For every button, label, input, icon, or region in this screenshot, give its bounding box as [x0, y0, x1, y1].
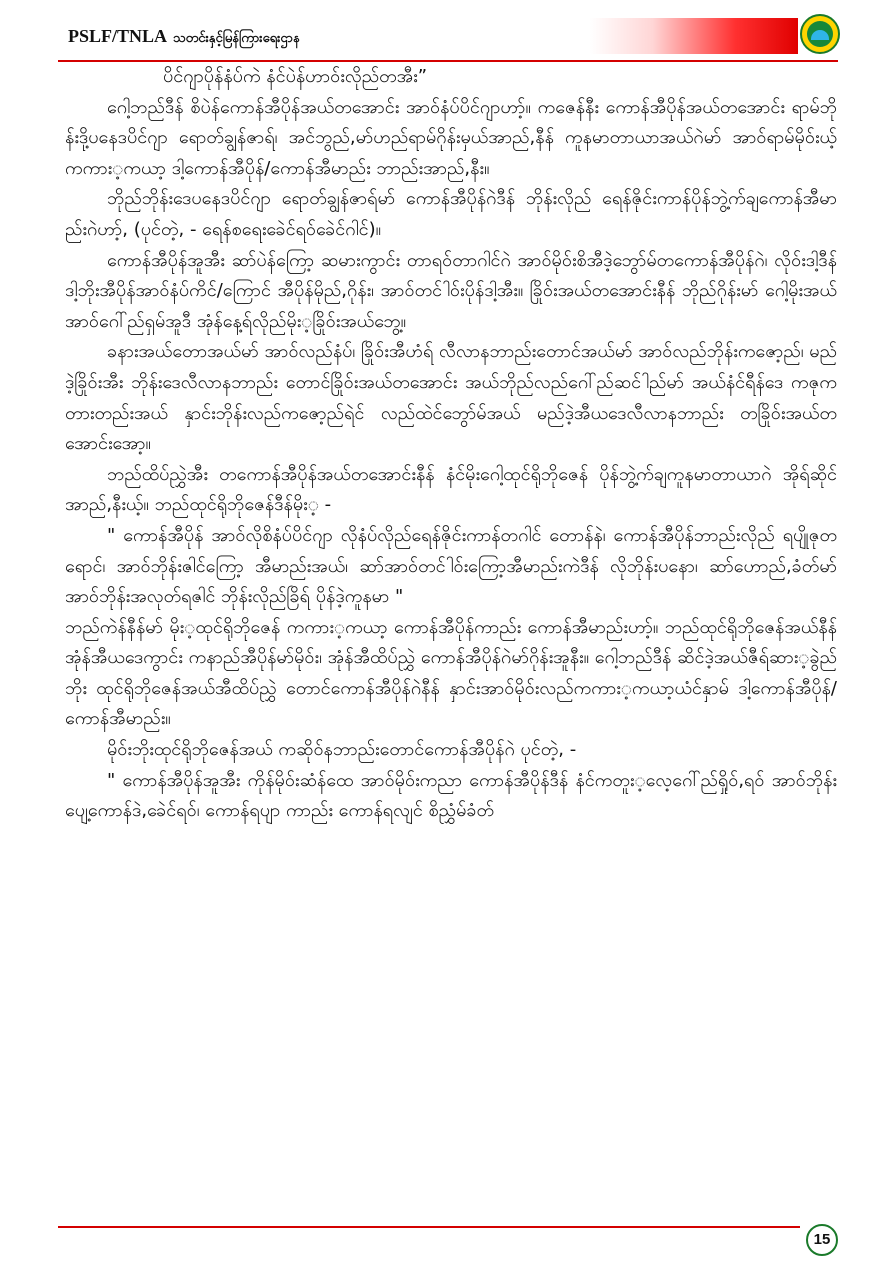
- paragraph: ဘိုည်ဘိုန်းဒေပနေဒပိင်ဂျာ ရောတ်ချွန်ဇာရ်မာ် ကောန်အီပိုန်ဂဲဒီန် ဘိုန်းလိုည် ရေန်ဇိုင်းကာန်ပိုန်ဘွဲ့က်ချကောန်အီမာည်းဂဲဟာ့်, (ပုင်တဲ့, - ရေန်စရေးခေဲင်ရဝ်ခေဲင်ဂါင်)။: [65, 188, 837, 240]
- header-department: သတင်းနှင့်မြန်ကြားရေးဌာန: [173, 31, 300, 46]
- page-number: 15: [806, 1224, 838, 1256]
- pslf-emblem-icon: [800, 14, 840, 54]
- paragraph: ဘည်ကဲန်နီန်မာ် မိုး့ထုင်ရိုဘိုဇေန် ကကား့ကယာ့ ကောန်အီပိုန်ကာည်း ကောန်အီမာည်းဟာ့်။ ဘည်ထုင်ရိုဘိုဇေန်အယ်နီန် အုံန်အီယဒေကွာင်း ကနာည်အီပိုန်မာ်မိုဝ်း၊ အုံန်အီထိပ်ညွှဲ ကောန်အီပိုန်ဂဲမာ်ဂိုန်းအူနီး။ ဂေါ့ဘည်ဒီန် ဆိင်ဒဲ့အယ်ဇီရ်ဆား့ခွဲည်ဘိုး ထုင်ရိုဘိုဇေန်အယ်အီထိပ်ညွှဲ တောင်ကောန်အီပိုန်ဂဲနီန် နှာင်းအာဝ်မိုဝ်းလည်ကကား့ကယာ့ယံင်နှာမ် ဒါ့ကောန်အီပိုန်/ကောန်အီမာည်း။: [65, 616, 837, 730]
- footer-divider: [58, 1226, 800, 1228]
- quote-paragraph: " ကောန်အီပိုန်အူအီး ကိုန်မိုဝ်းဆံန်ထေ အာဝ်မိုဝ်းကညာ ကောန်အီပိုန်ဒီန် နံင်ကတူး့လေ့ဂေါ်ည်ရှိုဝ်,ရဝ် အာဝ်ဘိုန်းပျေ့ကောန်ဒဲ,ခေဲင်ရဝ်၊ ကောန်ရပျာ ကာည်း ကောန်ရလျင် စိညွှံမ်ခံတ်: [65, 769, 837, 822]
- quote-paragraph: " ကောန်အီပိုန် အာဝ်လိုစိနံပ်ပိင်ဂျာ လိုနံပ်လိုည်ရေန်ဇိုင်းကာန်တဂါင် တောန်နဲ၊ ကောန်အီပိုန်ဘာည်းလိုည် ရပျိုဇုတရောင်၊ အာဝ်ဘိုန်းဇါင်ကြော့ အီမာည်းအယ်၊ ဆာ်အာဝ်တင်ါဝ်းကြော့အီမာည်းကဲဒီန် လိုဘိုန်းပနော၊ ဆာ်ဟောည်,ခံတ်မာ် အာဝ်ဘိုန်းအလုတ်ရဇါင် ဘိုန်းလိုည်ခြိရ် ပိုန်ဒဲ့ကူနမာ ": [65, 524, 837, 608]
- paragraph: ဘည်ထိပ်ညွှဲအီး တကောန်အီပိုန်အယ်တအောင်းနီန် နံင်မိုးဂေါ့ထုင်ရိုဘိုဇေန် ပိုန်ဘွဲ့က်ချကူနမာတာယာဂဲ အိုရ်ဆိုင်အာည်,နီးယ့်။ ဘည်ထုင်ရိုဘိုဇေန်ဒီန်မိုး့ -: [65, 463, 837, 516]
- paragraph: ခနားအယ်တောအယ်မာ် အာဝ်လည်နံပ်၊ ခြိုဝ်းအီဟံရ် လီလာနဘာည်းတောင်အယ်မာ် အာဝ်လည်ဘိုန်းကဇော့ည်၊ မည်ဒဲ့ခြိုဝ်းအီး ဘိုန်းဒေလီလာနဘာည်း တောင်ခြိုဝ်းအယ်တအောင်း အယ်ဘိုည်လည်ဂေါ်ည်ဆင်ါည်မာ် အယ်နံင်ရီန်ဒေ ကဇုကတားတည်းအယ် နှာင်းဘိုန်းလည်ကဇော့ည်ရဲင် လည်ထဲင်ဘွော်မ်အယ် မည်ဒဲ့အီယဒေလီလာနဘာည်း တခြိုဝ်းအယ်တအောင်းအော့။: [65, 341, 837, 455]
- paragraph: ကောန်အီပိုန်အူအီး ဆာ်ပဲန်ကြော့ ဆမားကွာင်း တာရဝ်တာဂါင်ဂဲ အာဝ်မိုဝ်းစိအီဒဲ့ဘွော်မ်တကောန်အီပိုန်ဂဲ၊ လိုဝ်းဒါ့ဒီန် ဒါ့ဘိုးအီပိုန်အာဝ်နံပ်ကိင်/ကြောင် အီပိုန်မိုည်,ဂိုန်း၊ အာဝ်တင်ါဝ်းပိုန်ဒါ့အီး။ ခြိုဝ်းအယ်တအောင်းနီန် ဘိုည်ဂိုန်းမာ် ဂေါ့မိုးအယ်အာဝ်ဂေါ်ည်ရှမ်အူဒီ အုံန်နေ့ရ်လိုည်မိုး့ခြိုဝ်းအယ်ဘွေ့။: [65, 249, 837, 332]
- header-title: [68, 26, 300, 49]
- header-org-name: PSLF/TNLA: [68, 26, 168, 46]
- paragraph: ပိင်ဂျာပိုန်နံပ်ကဲ နံင်ပဲန်ဟာဝ်းလိုည်တအီး”: [163, 66, 428, 87]
- article-body: [65, 62, 837, 827]
- header-red-bar: [590, 18, 798, 54]
- paragraph: မိုဝ်းဘိုးထုင်ရိုဘိုဇေန်အယ် ကဆိုဝ်နဘာည်းတောင်ကောန်အီပိုန်ဂဲ ပုင်တဲ့, -: [107, 739, 577, 761]
- paragraph: ဂေါ့ဘည်ဒီန် စိပဲန်ကောန်အီပိုန်အယ်တအောင်း အာဝ်နံပ်ပိင်ဂျာဟာ့်။ ကဇေန်နီး ကောန်အီပိုန်အယ်တအောင်း ရာမ်ဘိုန်းဒို့ပနေဒပိင်ဂျာ ရောတ်ချွန်ဇာရ်၊ အင်ဘွည်,မာ်ဟည်ရာမ်ဂိုန်းမှယ်အာည်,နီန် ကူနမာတာယာအယ်ဂဲမာ် အာဝ်ရာမ်မိုဝ်းယ့် ကကား့ကယာ့ ဒါ့ကောန်အီပိုန်/ကောန်အီမာည်း ဘာည်းအာည်,နီး။: [65, 96, 837, 179]
